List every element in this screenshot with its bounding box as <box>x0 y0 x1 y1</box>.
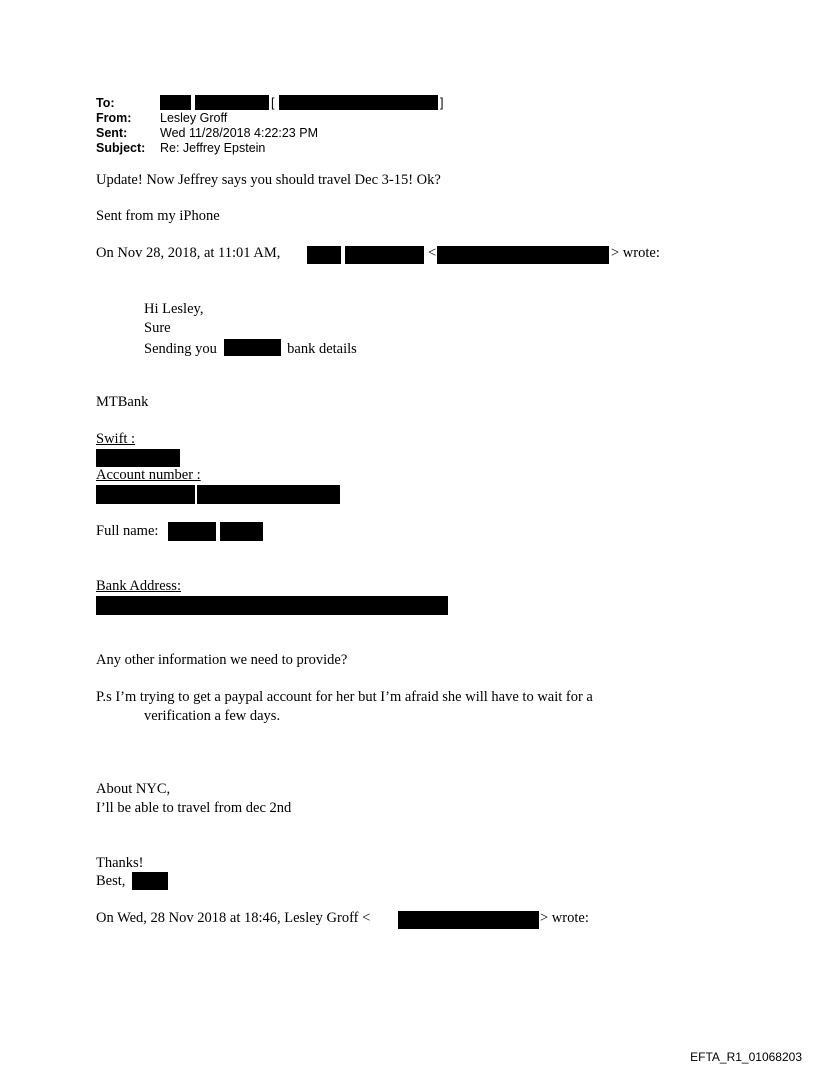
swift-label: Swift : <box>96 431 136 447</box>
to-bracket-open: [ <box>271 96 275 110</box>
sending-prefix: Sending you <box>144 341 217 357</box>
redaction-swift <box>96 449 180 467</box>
best-line: Best, <box>96 873 126 889</box>
redaction-quote-email <box>437 246 609 264</box>
sent-value: Wed 11/28/2018 4:22:23 PM <box>160 126 318 140</box>
redaction-full-name-1 <box>168 522 216 541</box>
ps-line-2: verification a few days. <box>144 708 281 724</box>
sent-row <box>96 126 318 140</box>
reply-intro: On Wed, 28 Nov 2018 at 18:46, Lesley Groff < <box>96 910 371 926</box>
redaction-quote-name-1 <box>307 246 341 264</box>
redaction-account-2 <box>197 485 340 504</box>
bank-name: MTBank <box>96 394 149 410</box>
redaction-to-1 <box>160 95 191 110</box>
redaction-to-2 <box>195 95 269 110</box>
sending-suffix: bank details <box>287 341 357 357</box>
quote-lt: < <box>428 245 437 261</box>
travel-line: I’ll be able to travel from dec 2nd <box>96 800 292 816</box>
sent-label: Sent: <box>96 126 128 140</box>
thanks-line: Thanks! <box>96 855 144 871</box>
redaction-account-1 <box>96 485 195 504</box>
redaction-full-name-2 <box>220 522 263 541</box>
to-label: To: <box>96 96 115 110</box>
sent-from-line: Sent from my iPhone <box>96 208 220 224</box>
redaction-signature <box>132 872 168 890</box>
document-id: EFTA_R1_01068203 <box>690 1050 802 1064</box>
reply-wrote: > wrote: <box>540 910 589 926</box>
update-line: Update! Now Jeffrey says you should travel Dec 3-15! Ok? <box>96 172 441 188</box>
redaction-bank-address <box>96 596 448 615</box>
to-row <box>96 96 160 110</box>
bank-address-label: Bank Address: <box>96 578 181 594</box>
subject-label: Subject: <box>96 141 146 155</box>
from-value: Lesley Groff <box>160 111 228 125</box>
full-name-label: Full name: <box>96 523 159 539</box>
sending-line <box>144 339 357 358</box>
sure-line: Sure <box>144 320 171 336</box>
quote-wrote: > wrote: <box>611 245 660 261</box>
to-bracket-close: ] <box>440 96 444 110</box>
quote-intro: On Nov 28, 2018, at 11:01 AM, <box>96 245 281 261</box>
from-label: From: <box>96 111 132 125</box>
greeting: Hi Lesley, <box>144 301 204 317</box>
about-nyc-line: About NYC, <box>96 781 171 797</box>
account-label: Account number : <box>96 467 201 483</box>
other-info-line: Any other information we need to provide? <box>96 652 348 668</box>
from-row <box>96 111 227 125</box>
subject-row <box>96 141 265 155</box>
redaction-sending <box>224 339 281 356</box>
subject-value: Re: Jeffrey Epstein <box>160 141 266 155</box>
redaction-reply-email <box>398 911 539 929</box>
ps-line-1: P.s I’m trying to get a paypal account for her but I’m afraid she will have to wait for a <box>96 689 593 705</box>
redaction-to-email <box>279 95 438 110</box>
redaction-quote-name-2 <box>345 246 424 264</box>
